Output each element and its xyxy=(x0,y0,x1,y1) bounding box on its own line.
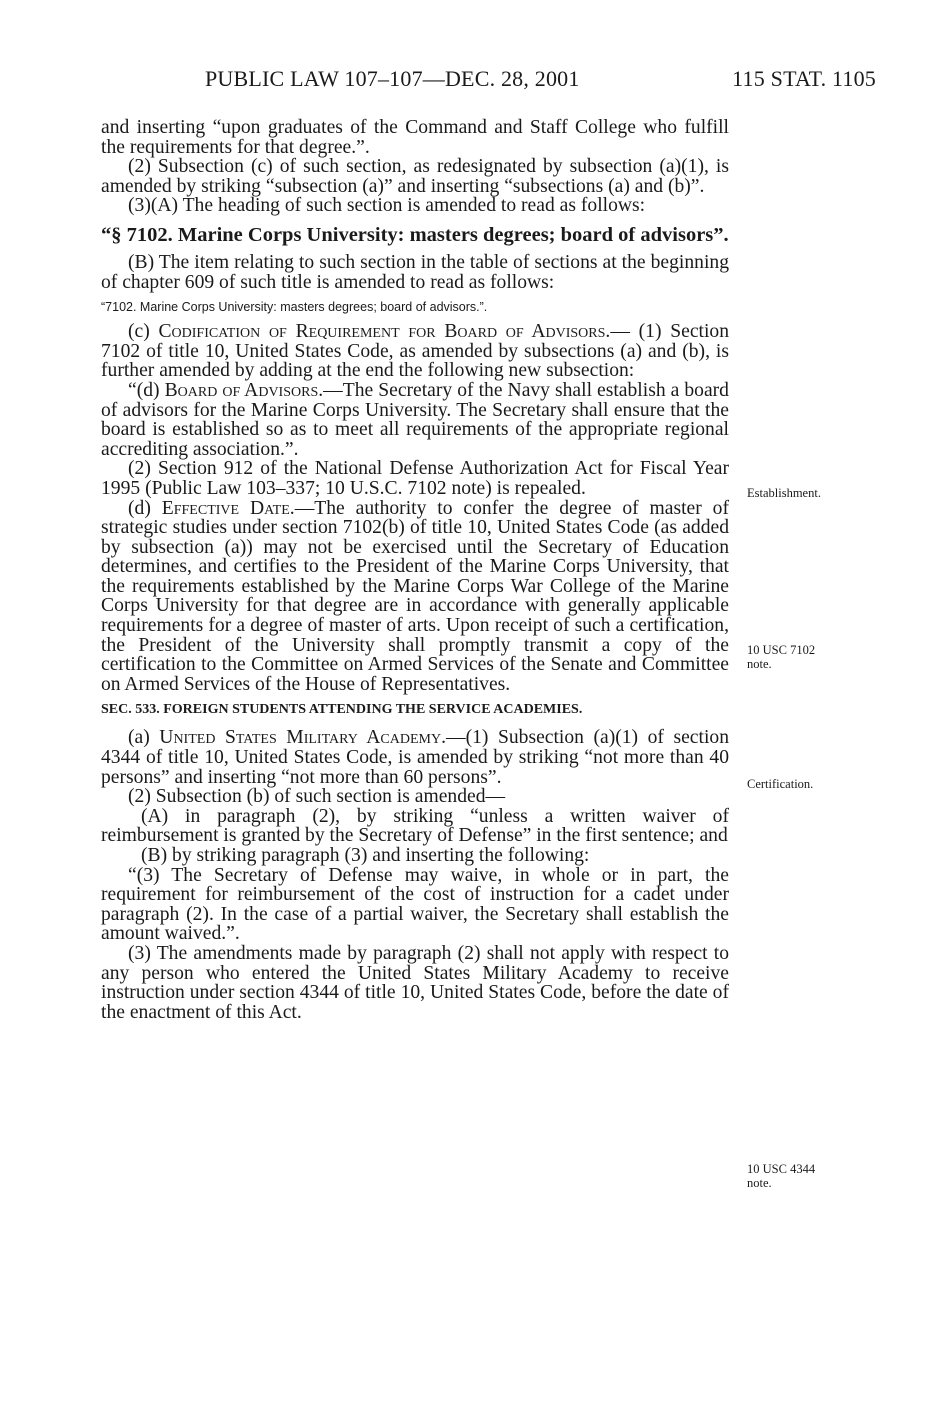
subsection-label: (a) xyxy=(128,727,150,749)
paragraph-heading-amendment: (3)(A) The heading of such section is amended to read as follows: xyxy=(128,195,646,217)
paragraph-effective-date xyxy=(101,499,729,695)
margin-note-line: 10 USC 4344 xyxy=(747,1162,816,1176)
table-of-sections-item: “7102. Marine Corps University: masters degrees; board of advisors.”. xyxy=(101,300,488,315)
margin-note-line: note. xyxy=(747,1176,772,1190)
paragraph-applicability: (3) The amendments made by paragraph (2) shall not apply with respect to any person who entered the United States Military Academy to receive instruction under section 4344 of title 10, United States Code, before the date of the enactment of this Act. xyxy=(101,942,729,1023)
subsection-text: —The Secretary of the Navy shall establish a board of advisors for the Marine Corps University. The Secretary shall ensure that the board is established so as to meet all requirements of the appropriate regional accrediting association.”. xyxy=(101,379,729,460)
subsection-caption: United States Military Academy. xyxy=(159,727,446,749)
margin-note-establishment: Establishment. xyxy=(747,486,821,500)
paragraph-clause-b: (B) by striking paragraph (3) and inserting the following: xyxy=(141,845,590,866)
paragraph-continuation: and inserting “upon graduates of the Command and Staff College who fulfill the requirements for that degree.”. xyxy=(101,117,729,158)
paragraph-subsection-c-amendment: (2) Subsection (c) of such section, as redesignated by subsection (a)(1), is amended by striking “subsection (a)” and inserting “subsections (a) and (b)”. xyxy=(101,156,729,197)
section-533-heading: SEC. 533. FOREIGN STUDENTS ATTENDING THE SERVICE ACADEMIES. xyxy=(101,702,583,718)
subsection-text: —(1) Subsection (a)(1) of section 4344 of title 10, United States Code, is amended by striking “not more than 40 persons” and inserting “not more than 60 persons”. xyxy=(101,727,729,788)
subsection-label: (c) xyxy=(128,321,150,343)
paragraph-codification xyxy=(101,322,729,381)
subsection-text: —The authority to confer the degree of master of strategic studies under section 7102(b) of title 10, United States Code (as added by subsection (a)) may not be exercised until the Secretary of Education determines, and certifies to the President of the Marine Corps University, that the requirements established by the Marine Corps War College of the Marine Corps University for that degree are in accordance with generally applicable requirements for a degree of master of arts. Upon receipt of such a certification, the President of the University shall promptly transmit a copy of the certification to the Committee on Armed Services of the Senate and Committee on Armed Services of the House of Representatives. xyxy=(101,497,729,695)
subsection-caption: Board of Advisors. xyxy=(164,379,324,401)
subsection-caption: Codification of Requirement for Board of Advisors. xyxy=(158,321,611,343)
body-text-column xyxy=(101,118,729,1022)
paragraph-board-of-advisors xyxy=(101,381,729,459)
margin-note-line: note. xyxy=(747,657,772,671)
paragraph-military-academy xyxy=(101,728,729,787)
running-header-title: PUBLIC LAW 107–107—DEC. 28, 2001 xyxy=(205,66,580,91)
margin-note-certification: Certification. xyxy=(747,777,814,791)
paragraph-clause-a: (A) in paragraph (2), by striking “unless a written waiver of reimbursement is granted by the Secretary of Defense” in the first sentence; and xyxy=(101,805,729,847)
margin-note-10-usc-7102 xyxy=(747,643,815,671)
subsection-label: “(d) xyxy=(128,379,160,401)
margin-note-line: 10 USC 7102 xyxy=(747,643,816,657)
subsection-caption: Effective Date. xyxy=(161,497,295,519)
subsection-text: — (1) Section 7102 of title 10, United States Code, as amended by subsections (a) and (b), is further amended by adding at the end the following new subsection: xyxy=(101,321,729,382)
paragraph-subsection-b: (2) Subsection (b) of such section is amended— xyxy=(128,786,506,808)
paragraph-table-of-sections: (B) The item relating to such section in the table of sections at the beginning of chapter 609 of such title is amended to read as follows: xyxy=(101,251,729,293)
margin-note-10-usc-4344 xyxy=(747,1162,815,1190)
paragraph-repeal: (2) Section 912 of the National Defense Authorization Act for Fiscal Year 1995 (Public Law 103–337; 10 U.S.C. 7102 note) is repealed. xyxy=(101,458,729,499)
paragraph-waiver-text: “(3) The Secretary of Defense may waive, in whole or in part, the requirement for reimbursement of the cost of instruction for a cadet under paragraph (2). In the case of a partial waiver, the Secretary shall establish the amount waived.”. xyxy=(101,864,729,945)
running-header-stat: 115 STAT. 1105 xyxy=(732,66,876,91)
section-7102-heading: “§ 7102. Marine Corps University: masters degrees; board of advisors”. xyxy=(101,223,729,246)
subsection-label: (d) xyxy=(128,497,151,519)
